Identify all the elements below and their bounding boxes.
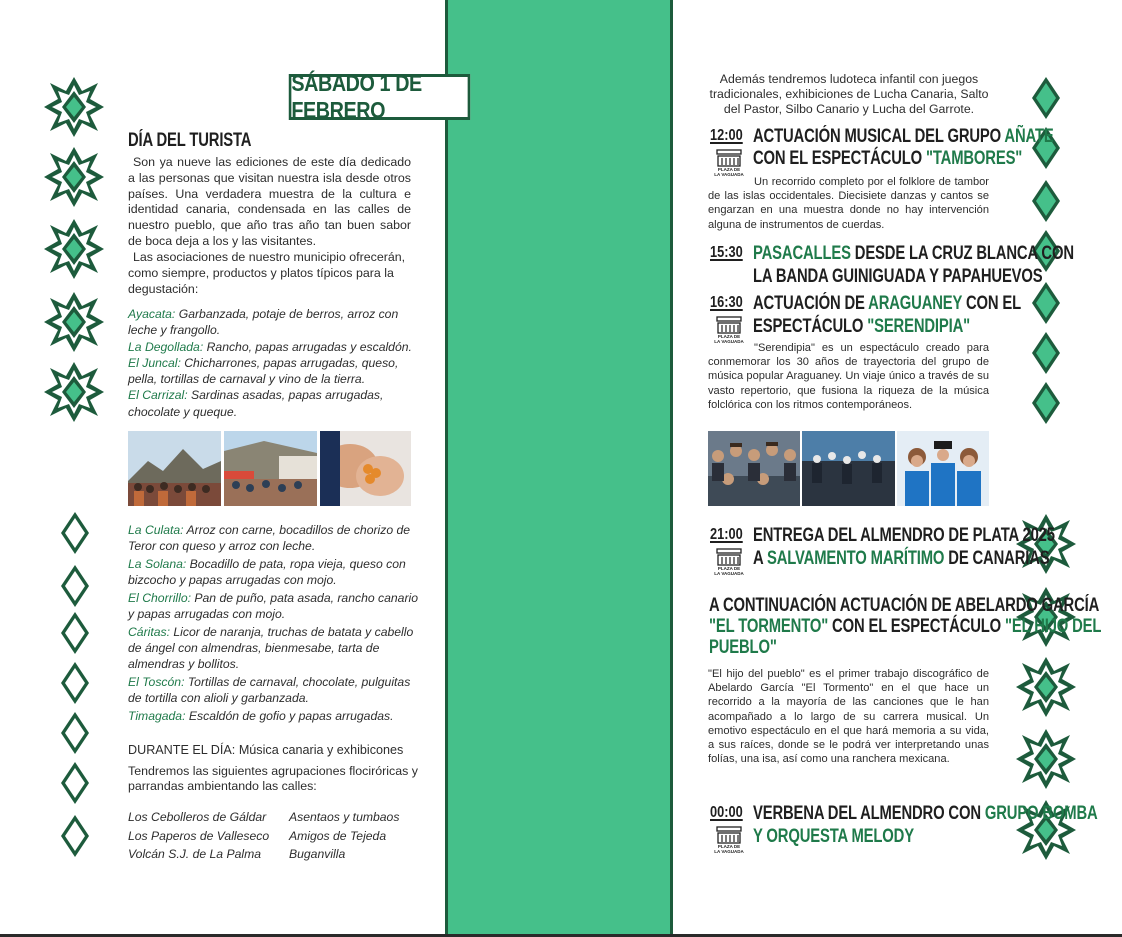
star-ornament-icon <box>42 360 106 424</box>
associations-paragraph: Las asociaciones de nuestro municipio ofrecerán, como siempre, productos y platos típicos para la degustación: <box>128 250 406 296</box>
group-item: Los Paperos de Valleseco <box>128 828 270 843</box>
durante-text: Tendremos las siguientes agrupaciones flociróricas y parrandas ambientando las calles: <box>128 764 418 793</box>
group-item: Volcán S.J. de La Palma <box>128 847 262 861</box>
diamond-ornament-icon <box>59 510 91 556</box>
photo-trio-musicians <box>897 431 989 506</box>
group-item: Amigos de Tejeda <box>289 828 387 843</box>
photo-mountain-crowd <box>128 431 221 506</box>
event-description: "Serendipia" es un espectáculo creado para conmemorar los 30 años de trayectoria del grupo de música popular Araguaney. Un viaje único a través de su vasto repertorio, que fusiona la riqueza de la música folclórica con los ritmos contemporáneos. <box>708 342 989 411</box>
group-item: Buganvilla <box>289 847 346 861</box>
event-title: PASACALLES DESDE LA CRUZ BLANCA CON LA BANDA GUINIGUADA Y PAPAHUEVOS <box>753 243 1074 287</box>
venue-icon: PLAZA DE LA VAGUADA <box>709 316 749 344</box>
diamond-ornament-icon <box>1030 178 1062 224</box>
photo-food-tasting <box>320 431 411 506</box>
diamond-ornament-icon <box>1030 380 1062 426</box>
group-item: Los Cebolleros de Gáldar <box>128 810 267 824</box>
venue-icon: PLAZA DE LA VAGUADA <box>709 826 749 854</box>
star-ornament-icon <box>42 75 106 139</box>
diamond-ornament-icon <box>59 660 91 706</box>
durante-title: Música canaria y exhibicones <box>238 743 404 757</box>
groups-column-1 <box>128 808 288 864</box>
photo-street-market <box>224 431 317 506</box>
star-ornament-icon <box>1014 655 1078 719</box>
food-item: La Culata: Arroz con carne, bocadillos de chorizo de Teror con queso y arroz con leche. <box>128 523 411 554</box>
food-item: El Carrizal: Sardinas asadas, papas arrugadas, chocolate y queque. <box>128 388 384 419</box>
center-green-band <box>445 0 673 937</box>
venue-icon: PLAZA DE LA VAGUADA <box>709 548 749 576</box>
food-item: La Solana: Bocadillo de pata, ropa vieja, queso con bizcocho y papas arrugadas con mojo. <box>128 556 406 588</box>
diamond-ornament-icon <box>1030 75 1062 121</box>
food-item: La Degollada: Rancho, papas arrugadas y escaldón. <box>128 339 412 354</box>
event-description: Un recorrido completo por el folklore de tambor de las islas occidentales. Diecisiete danzas y cantos se engarzan en una muestra donde no hay intervención alguna de instrumentos de cuerdas. <box>708 176 989 231</box>
event-time: 21:00 <box>710 526 743 543</box>
durante-heading <box>128 743 418 759</box>
event-title: VERBENA DEL ALMENDRO CON GRUPO BOMBA Y ORQUESTA MELODY <box>753 803 1098 847</box>
group-item: Asentaos y tumbaos <box>289 810 400 824</box>
food-item: El Toscón: Tortillas de carnaval, chocolate, pulguitas de tortilla con alioli y garbanzada. <box>128 674 411 706</box>
diamond-ornament-icon <box>59 563 91 609</box>
continuacion-title: A CONTINUACIÓN ACTUACIÓN DE ABELARDO GARCÍA "EL TORMENTO" CON EL ESPECTÁCULO "EL HIJO DEL PUEBLO" <box>709 595 1102 658</box>
food-item: Ayacata: Garbanzada, potaje de berros, arroz con leche y frangollo. <box>128 307 399 338</box>
turista-heading: DÍA DEL TURISTA <box>128 130 252 151</box>
diamond-ornament-icon <box>1030 330 1062 376</box>
star-ornament-icon <box>42 217 106 281</box>
star-ornament-icon <box>1014 727 1078 791</box>
intro-paragraph: Son ya nueve las ediciones de este día dedicado a las personas que visitan nuestra isla desde otros países. Una verdadera muestra de la cultura e identidad canaria, condensada en las calles de nuestro pueblo, que año tras año tan buen sabor de boca deja a los y las visitantes. <box>128 155 411 248</box>
event-title: ACTUACIÓN MUSICAL DEL GRUPO AÑATE CON EL ESPECTÁCULO "TAMBORES" <box>753 126 1054 169</box>
food-item: Timagada: Escaldón de gofio y papas arrugadas. <box>128 708 394 723</box>
page-title: SÁBADO 1 DE FEBRERO <box>289 74 470 120</box>
food-item: El Chorrillo: Pan de puño, pata asada, rancho canario y papas arrugadas con mojo. <box>128 590 418 622</box>
food-item: Cáritas: Licor de naranja, truchas de batata y cabello de ángel con almendras, bienmesabe, tarta de almendras y bollitos. <box>128 624 414 672</box>
event-time: 12:00 <box>710 127 743 144</box>
star-ornament-icon <box>42 290 106 354</box>
event-time: 16:30 <box>710 294 743 311</box>
venue-icon: PLAZA DE LA VAGUADA <box>709 149 749 177</box>
event-time: 00:00 <box>710 804 743 821</box>
ludoteca-paragraph: Además tendremos ludoteca infantil con juegos tradicionales, exhibiciones de Lucha Canaria, Salto del Pastor, Silbo Canario y Lucha del Garrote. <box>709 72 989 116</box>
foods-list-top <box>128 306 418 420</box>
photo-coast-group <box>802 431 895 506</box>
diamond-ornament-icon <box>59 710 91 756</box>
hijo-description: "El hijo del pueblo" es el primer trabajo discográfico de Abelardo García "El Tormento" en el que hace un recorrido a la mayoría de las canciones que le han acompañado a lo largo de su carrera musical. Un emotivo espectáculo en el que hará memoria a su vida, a sus raíces, donde se le podrá ver interpretando unas folías, una isa, así como una ranchera mexicana. <box>708 668 989 766</box>
event-title: ACTUACIÓN DE ARAGUANEY CON EL ESPECTÁCULO "SERENDIPIA" <box>753 293 1022 337</box>
star-ornament-icon <box>42 145 106 209</box>
diamond-ornament-icon <box>59 760 91 806</box>
diamond-ornament-icon <box>59 610 91 656</box>
event-title: ENTREGA DEL ALMENDRO DE PLATA 2025 A SALVAMENTO MARÍTIMO DE CANARIAS <box>753 525 1055 569</box>
diamond-ornament-icon <box>59 813 91 859</box>
groups-column-2 <box>289 808 419 864</box>
foods-list-bottom <box>128 522 418 724</box>
durante-label: DURANTE EL DÍA: <box>128 743 236 757</box>
food-item: El Juncal: Chicharrones, papas arrugadas, queso, pella, tortillas de carnaval y vino de la tierra. <box>128 355 399 387</box>
event-time: 15:30 <box>710 244 743 261</box>
photo-araguaney-group <box>708 431 800 506</box>
